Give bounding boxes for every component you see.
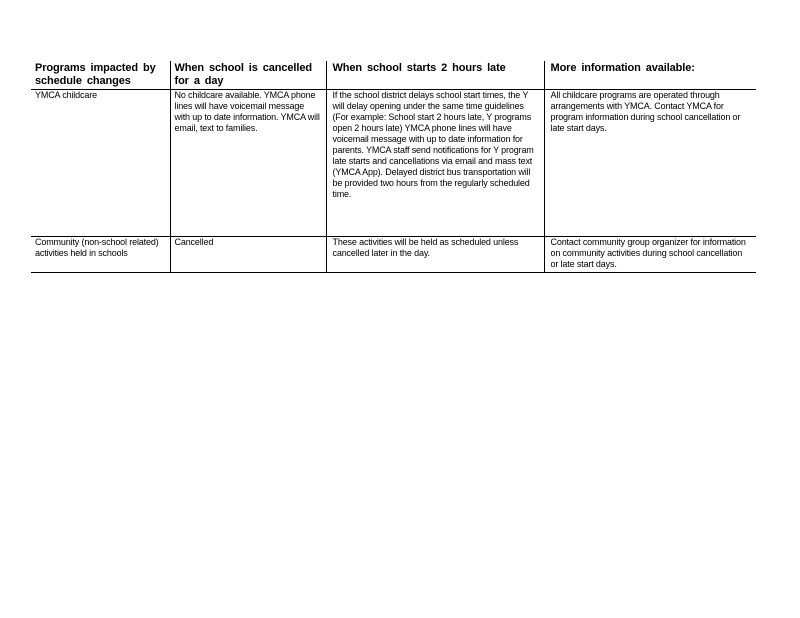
table-row (31, 237, 756, 273)
header-programs-impacted: Programs impacted by schedule changes (35, 62, 156, 87)
cell-cancelled: Cancelled (170, 237, 326, 273)
header-school-cancelled: When school is cancelled for a day (170, 61, 326, 90)
cell-more-info: Contact community group organizer for information on community activities during school cancellation or late start days. (544, 237, 756, 273)
cell-more-info: All childcare programs are operated through arrangements with YMCA. Contact YMCA for program information during school cancellation or late start days. (544, 90, 756, 237)
cell-program: Community (non-school related) activities held in schools (35, 237, 159, 258)
table-header-row (31, 61, 756, 90)
cell-late-start: If the school district delays school start times, the Y will delay opening under the same time guidelines (For example: School start 2 hours late, Y programs open 2 hours late) YMCA phone lines will have voicemail message with up to date information for parents. YMCA staff send notifications for Y program late starts and cancellations via email and mass text (YMCA App). Delayed district bus transportation will be provided two hours from the regularly scheduled time. (326, 90, 544, 237)
cell-program: YMCA childcare (35, 90, 97, 100)
cell-cancelled: No childcare available. YMCA phone lines will have voicemail message with up to date information. YMCA will email, text to families. (170, 90, 326, 237)
header-two-hours-late: When school starts 2 hours late (326, 61, 544, 90)
schedule-impact-table (31, 61, 756, 273)
table-row (31, 90, 756, 237)
header-more-information: More information available: (544, 61, 756, 90)
cell-late-start: These activities will be held as scheduled unless cancelled later in the day. (326, 237, 544, 273)
